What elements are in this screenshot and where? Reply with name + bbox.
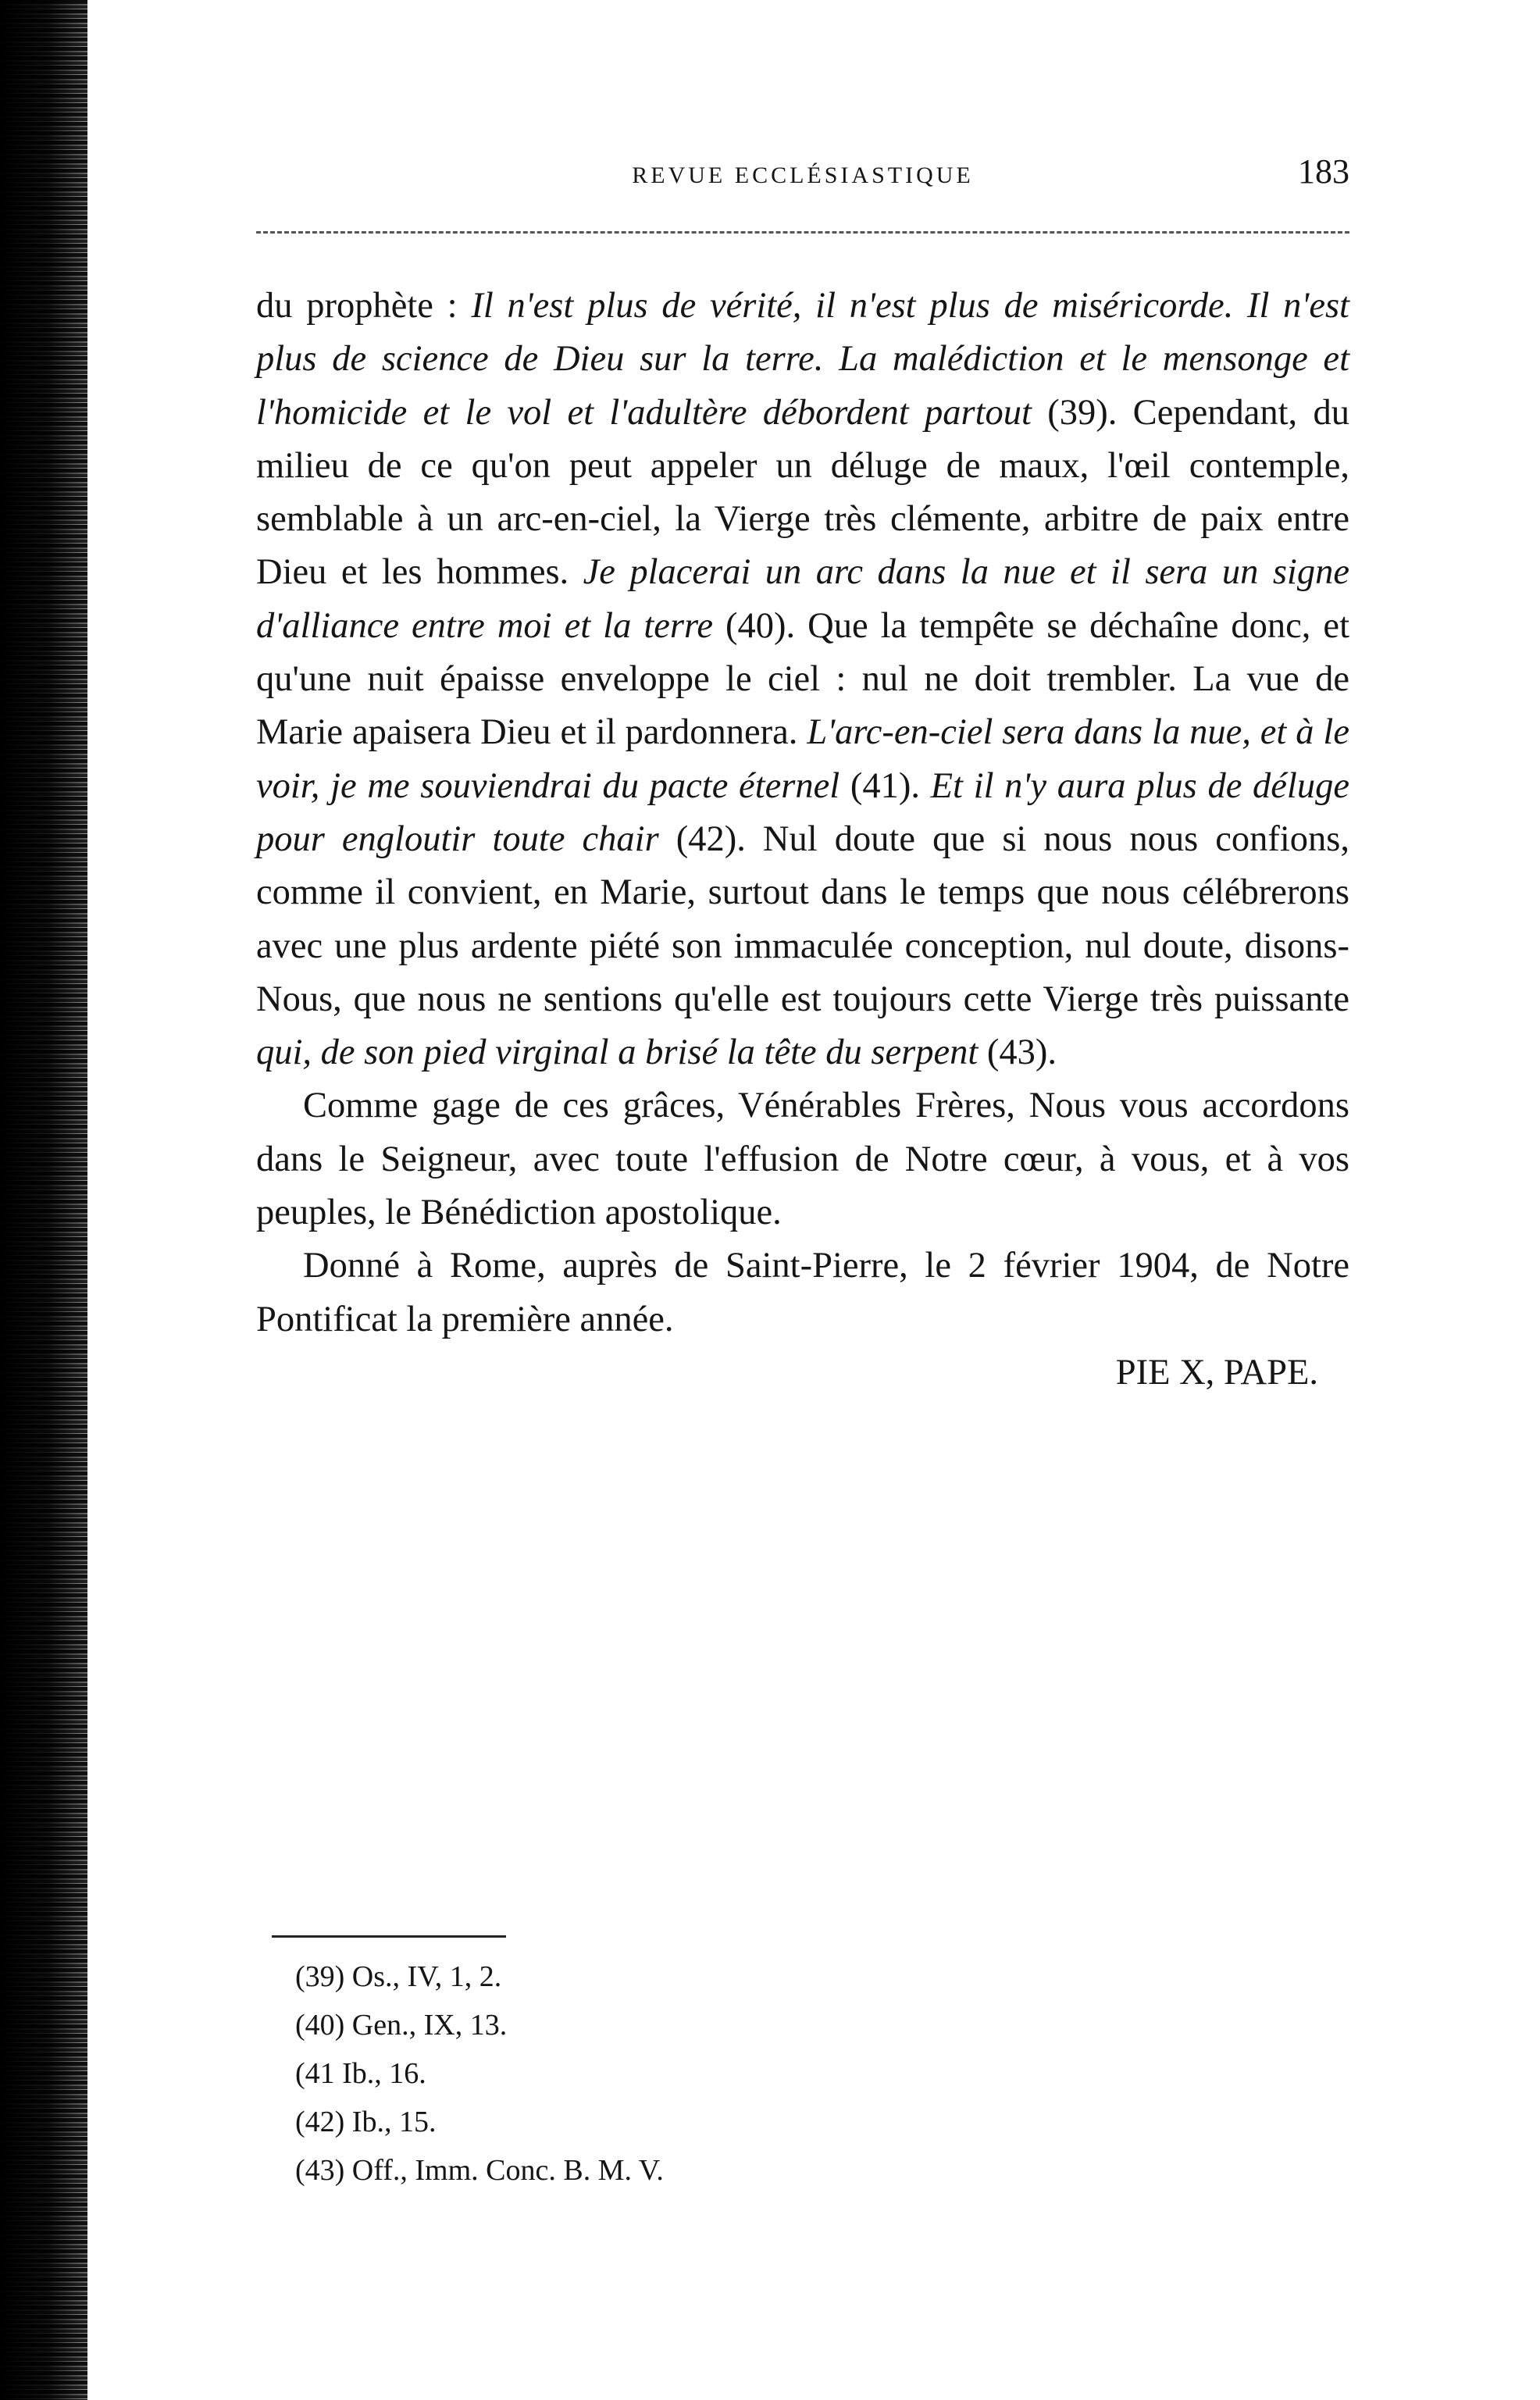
text-run: (42). Nul doute que si nous nous confions, comme il convient, en Marie, surtout dans le temps que nous célébrerons avec une plus ardente piété son immaculée conception, nul doute, disons-Nous, que nous ne sentions qu'elle est toujours cette Vierge très puissante	[256, 818, 1349, 1019]
text-run: (40). Que la tempête se déchaîne donc, et qu'une nuit épaisse enveloppe le ciel : nul ne doit trembler. La vue de Marie apaisera Dieu et il pardonnera.	[256, 605, 1349, 753]
body-text	[256, 280, 1349, 1400]
page-number: 183	[1298, 152, 1349, 191]
text-run: (39). Cependant, du milieu de ce qu'on peut appeler un déluge de maux, l'œil contemple, semblable à un arc-en-ciel, la Vierge très clémente, arbitre de paix entre Dieu et les hommes.	[256, 392, 1349, 593]
signature: PIE X, PAPE.	[1115, 1352, 1318, 1393]
footnotes	[295, 1952, 664, 2195]
quotation-office: qui, de son pied virginal a brisé la tête du serpent	[256, 1032, 979, 1073]
text-run: (41).	[840, 765, 931, 806]
page-header	[256, 148, 1349, 201]
quotation-genesis-13: Je placerai un arc dans la nue et il sera un signe d'alliance entre moi et la terre	[256, 552, 1349, 646]
footnote-rule	[272, 1935, 506, 1938]
book-binding-edge	[0, 0, 87, 2400]
quotation-genesis-16: L'arc-en-ciel sera dans la nue, et à le voir, je me souviendrai du pacte éternel	[256, 712, 1349, 806]
quotation-genesis-15: Et il n'y aura plus de déluge pour engloutir toute chair	[256, 765, 1349, 859]
page	[256, 148, 1349, 2187]
header-rule	[256, 231, 1349, 234]
paragraph-1	[256, 280, 1349, 1079]
paragraph-2: Comme gage de ces grâces, Vénérables Frères, Nous vous accordons dans le Seigneur, avec toute l'effusion de Notre cœur, à vous, et à vos peuples, le Bénédiction apostolique.	[256, 1086, 1349, 1233]
text-run: (43).	[978, 1032, 1057, 1073]
quotation-hosea: Il n'est plus de vérité, il n'est plus de miséricorde. Il n'est plus de science de Dieu sur la terre. La malédiction et le mensonge et l'homicide et le vol et l'adultère débordent partout	[256, 286, 1349, 433]
running-title: REVUE ECCLÉSIASTIQUE	[632, 162, 974, 188]
footnote-40: (40) Gen., IX, 13.	[295, 2009, 508, 2042]
footnote-39: (39) Os., IV, 1, 2.	[295, 1960, 502, 1993]
paragraph-3: Donné à Rome, auprès de Saint-Pierre, le 2 février 1904, de Notre Pontificat la première année.	[256, 1246, 1349, 1339]
footnote-42: (42) Ib., 15.	[295, 2106, 437, 2138]
text-run: du prophète :	[256, 286, 472, 326]
footnote-43: (43) Off., Imm. Conc. B. M. V.	[295, 2154, 664, 2187]
footnote-41: (41 Ib., 16.	[295, 2057, 426, 2090]
